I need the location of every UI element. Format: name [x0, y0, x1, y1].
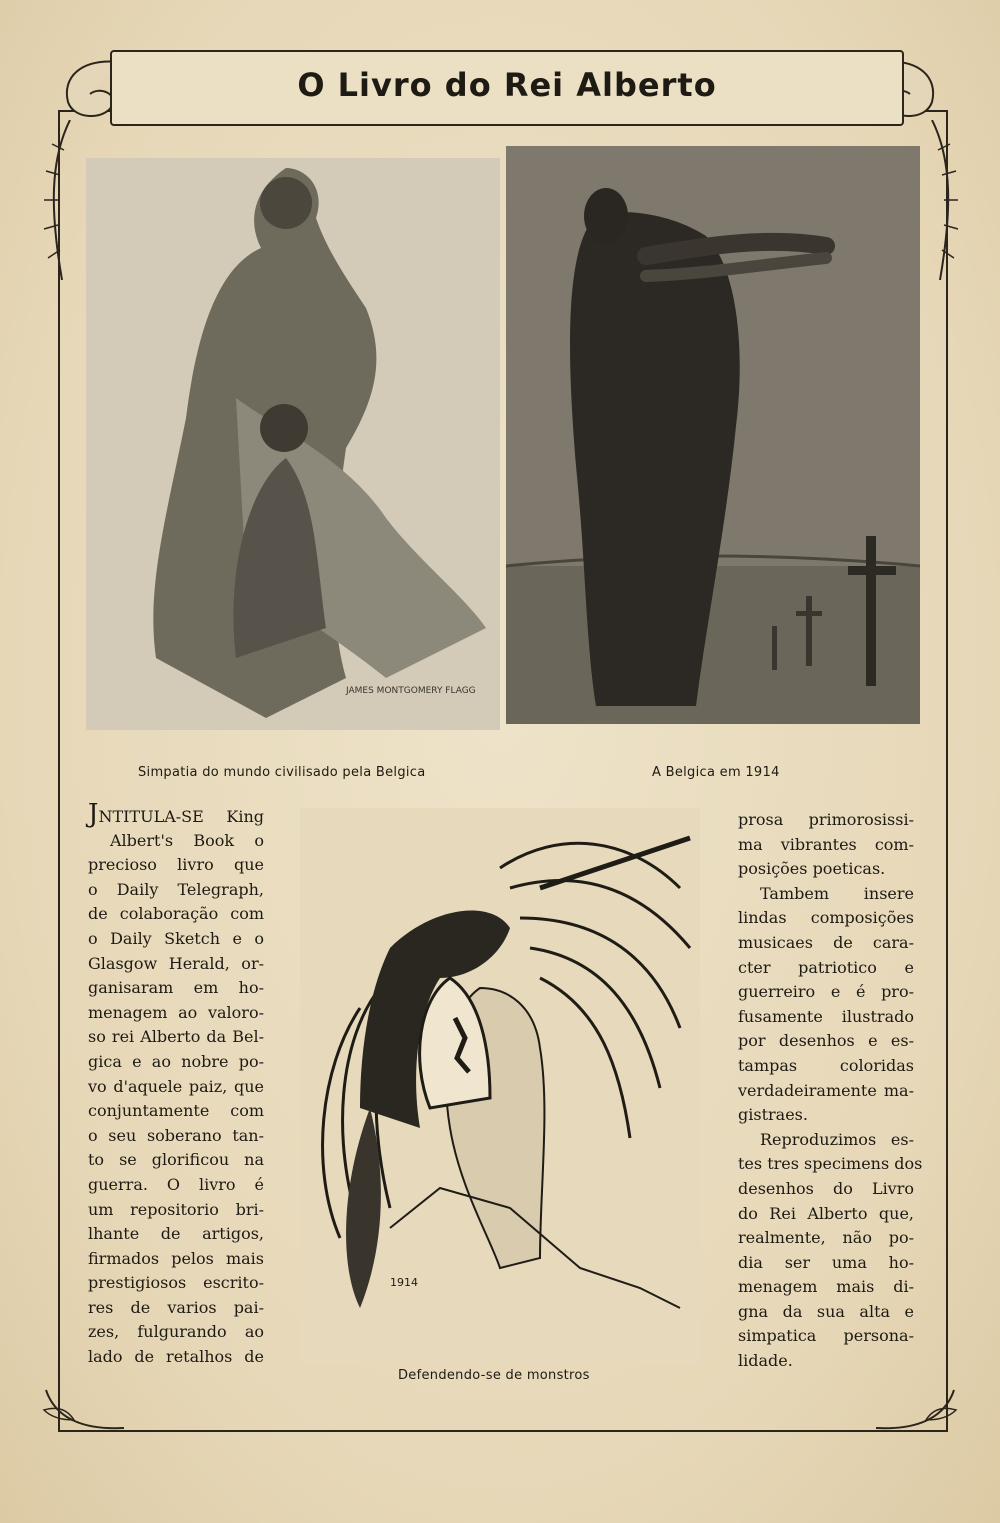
text-line: de colaboração com [88, 904, 264, 924]
text-line: realmente, não po- [738, 1228, 914, 1248]
text-line: JNTITULA-SE King [88, 799, 264, 829]
text-line: to se glorificou na [88, 1150, 264, 1170]
title-banner [110, 50, 904, 126]
article-left-column [88, 799, 264, 1370]
text-line: Albert's Book o [110, 830, 264, 850]
text-line: o Daily Sketch e o [88, 928, 264, 948]
illustration-defending-monsters [300, 808, 700, 1364]
text-line: so rei Alberto da Bel- [88, 1027, 264, 1047]
text-line: gistraes. [738, 1105, 808, 1125]
artist-signature: JAMES MONTGOMERY FLAGG [346, 686, 476, 696]
text-line: por desenhos e es- [738, 1031, 914, 1051]
text-line: res de varios pai- [88, 1297, 264, 1317]
text-line: dia ser uma ho- [738, 1252, 914, 1272]
text-line: conjuntamente com [88, 1101, 264, 1121]
text-line: guerreiro e é pro- [738, 982, 914, 1002]
bottom-right-ornament [874, 1380, 964, 1440]
text-line: desenhos do Livro [738, 1178, 914, 1198]
drop-cap: J [88, 799, 99, 829]
text-line: menagem mais di- [738, 1277, 914, 1297]
text-line: ma vibrantes com- [738, 834, 914, 854]
text-line: verdadeiramente ma- [738, 1080, 914, 1100]
text-line: menagem ao valoro- [88, 1002, 264, 1022]
text-line: simpatica persona- [738, 1326, 914, 1346]
text-line: precioso livro que [88, 855, 264, 875]
text-line: Glasgow Herald, or- [88, 953, 264, 973]
text-line: gica e ao nobre po- [88, 1051, 264, 1071]
illustration-belgium-1914 [506, 146, 920, 724]
text-line: zes, fulgurando ao [88, 1322, 264, 1342]
text-line: guerra. O livro é [88, 1174, 264, 1194]
text-line: posições poeticas. [738, 859, 886, 879]
text-line: lidade. [738, 1351, 793, 1371]
text-line: lindas composições [738, 908, 914, 928]
text-line: Reproduzimos es- [760, 1129, 914, 1149]
caption-belgium-1914: A Belgica em 1914 [652, 765, 780, 780]
text-line: prestigiosos escrito- [88, 1273, 264, 1293]
text-line: tampas coloridas [738, 1055, 914, 1075]
text-line: um repositorio bri- [88, 1199, 264, 1219]
text-line: do Rei Alberto que, [738, 1203, 914, 1223]
text-line: fusamente ilustrado [738, 1006, 914, 1026]
page-title: O Livro do Rei Alberto [297, 66, 717, 104]
illustration-sympathy [86, 158, 500, 730]
bottom-left-ornament [36, 1380, 126, 1440]
article-right-column [738, 808, 923, 1374]
text-line: o seu soberano tan- [88, 1125, 264, 1145]
text-line: gna da sua alta e [738, 1301, 914, 1321]
monogram: 1914 [390, 1276, 418, 1289]
text-line: firmados pelos mais [88, 1248, 264, 1268]
text-line: lhante de artigos, [88, 1224, 264, 1244]
caption-sympathy: Simpatia do mundo civilisado pela Belgica [138, 765, 426, 780]
text-line: lado de retalhos de [88, 1347, 264, 1367]
text-line: vo d'aquele paiz, que [88, 1076, 264, 1096]
text-line: tes tres specimens dos [738, 1154, 923, 1174]
left-vine-ornament [40, 120, 90, 280]
caption-defending-monsters: Defendendo-se de monstros [398, 1368, 590, 1383]
text-line: Tambem insere [760, 883, 914, 903]
text-line: musicaes de cara- [738, 932, 914, 952]
text-line: o Daily Telegraph, [88, 879, 264, 899]
text-line: prosa primorosissi- [738, 810, 914, 829]
text-line: cter patriotico e [738, 957, 914, 977]
text-line: ganisaram em ho- [88, 978, 264, 998]
